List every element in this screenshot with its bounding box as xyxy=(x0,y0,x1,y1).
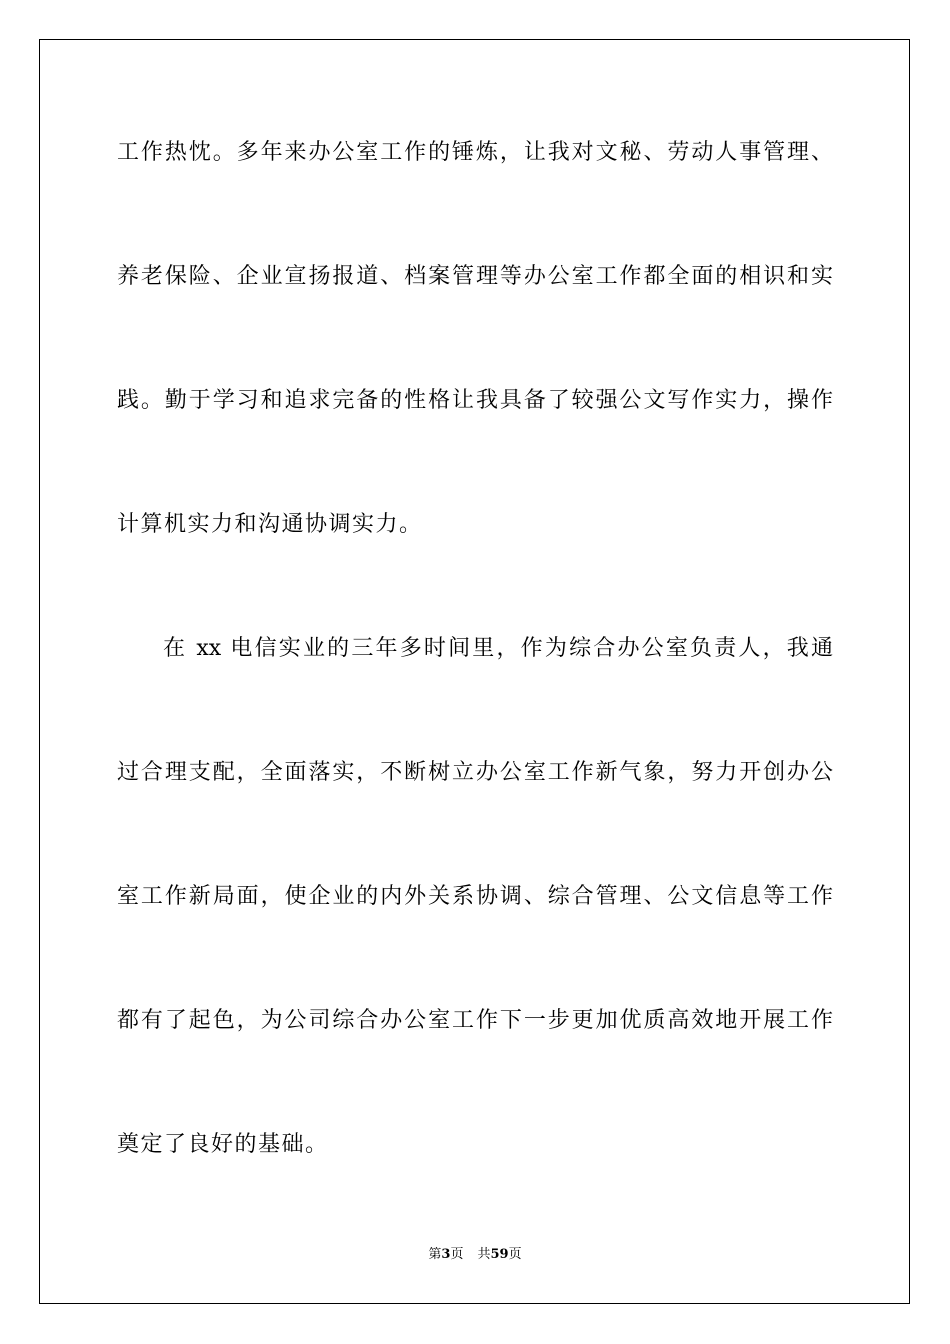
text-line: 养老保险、企业宣扬报道、档案管理等办公室工作都全面的相识和实 xyxy=(117,264,833,289)
paragraph-first-line: 在 xx 电信实业的三年多时间里，作为综合办公室负责人，我通 xyxy=(163,636,833,661)
text-line: 计算机实力和沟通协调实力。 xyxy=(117,512,423,537)
text-line: 过合理支配，全面落实，不断树立办公室工作新气象，努力开创办公 xyxy=(117,760,833,785)
total-label-prefix: 共 xyxy=(477,1247,491,1262)
page-label-suffix: 页 xyxy=(450,1247,464,1262)
page-border xyxy=(39,39,910,1304)
total-label-suffix: 页 xyxy=(508,1247,522,1262)
page-label-prefix: 第 xyxy=(428,1247,442,1262)
text-line: 室工作新局面，使企业的内外关系协调、综合管理、公文信息等工作 xyxy=(117,884,833,909)
text-line: 奠定了良好的基础。 xyxy=(117,1132,329,1157)
text-line: 都有了起色，为公司综合办公室工作下一步更加优质高效地开展工作 xyxy=(117,1008,833,1033)
text-line: 工作热忱。多年来办公室工作的锤炼，让我对文秘、劳动人事管理、 xyxy=(117,140,833,165)
page-footer xyxy=(0,1246,950,1264)
total-pages: 59 xyxy=(490,1247,509,1262)
text-line: 践。勤于学习和追求完备的性格让我具备了较强公文写作实力，操作 xyxy=(117,388,833,413)
page-number: 3 xyxy=(441,1247,451,1262)
